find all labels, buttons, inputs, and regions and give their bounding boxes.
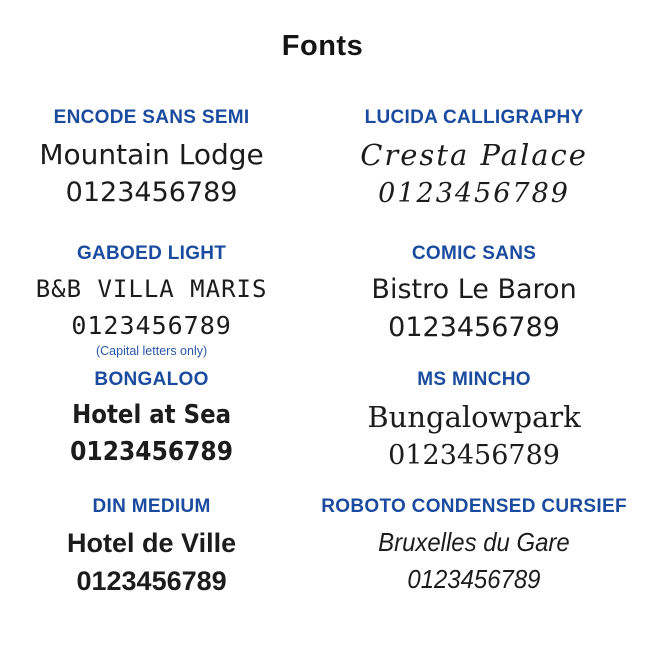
page-title: Fonts xyxy=(281,30,364,62)
font-digits-text: 0123456789 xyxy=(76,566,227,597)
font-name-label: GABOED LIGHT xyxy=(76,243,227,264)
font-card-ms-mincho xyxy=(303,369,645,496)
font-sample-text: Bistro Le Baron xyxy=(371,274,577,305)
font-name-label: MS MINCHO xyxy=(417,369,531,390)
font-digits-text: 0123456789 xyxy=(71,311,232,341)
font-digits-text: 0123456789 xyxy=(388,440,560,472)
font-digits-text: 0123456789 xyxy=(70,437,233,468)
font-sample-text: Cresta Palace xyxy=(360,138,588,172)
font-sample-text: Bungalowpark xyxy=(367,400,581,434)
font-sample-text: B&B VILLA MARIS xyxy=(35,275,268,303)
font-card-bongaloo xyxy=(0,369,303,496)
font-digits-text: 0123456789 xyxy=(65,177,238,209)
font-name-label: ENCODE SANS SEMI xyxy=(53,107,250,128)
font-card-din-medium xyxy=(0,496,303,596)
font-grid xyxy=(0,107,645,596)
font-sample-text: Bruxelles du Gare xyxy=(378,527,570,557)
font-name-label: BONGALOO xyxy=(94,369,209,390)
font-name-label: DIN MEDIUM xyxy=(92,496,211,517)
font-digits-text: 0123456789 xyxy=(407,564,541,595)
font-name-label: ROBOTO CONDENSED CURSIEF xyxy=(321,496,627,517)
font-digits-text: 0123456789 xyxy=(388,312,560,344)
font-sample-text: Mountain Lodge xyxy=(39,138,264,171)
font-caption: (Capital letters only) xyxy=(95,343,208,358)
font-name-label: LUCIDA CALLIGRAPHY xyxy=(364,107,584,128)
font-card-encode-sans-semi xyxy=(0,107,303,243)
font-card-gaboed-light xyxy=(0,243,303,369)
font-card-roboto-condensed-cursief xyxy=(303,496,645,596)
font-card-lucida-calligraphy xyxy=(303,107,645,243)
font-name-label: COMIC SANS xyxy=(411,243,537,264)
font-digits-text: 0123456789 xyxy=(378,178,570,210)
font-card-comic-sans xyxy=(303,243,645,369)
font-sample-text: Hotel de Ville xyxy=(67,528,237,558)
font-sample-text: Hotel at Sea xyxy=(72,400,232,430)
